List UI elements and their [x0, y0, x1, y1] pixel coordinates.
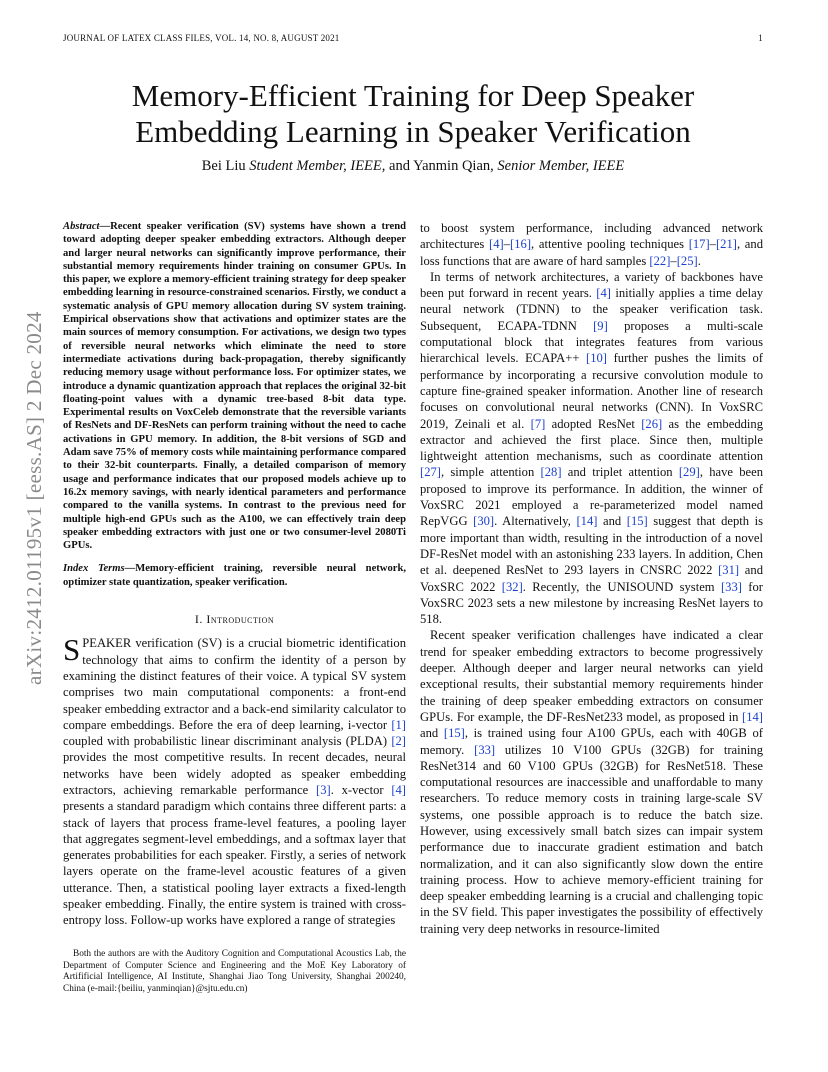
text-run: , and loss functions that are aware of hard samples: [420, 237, 763, 268]
index-terms-text: —Memory-efficient training, reversible neural network, optimizer state quantization, speaker verification.: [63, 563, 406, 588]
page-number: 1: [758, 33, 763, 43]
citation-link[interactable]: [3]: [316, 782, 331, 797]
author-2-name: Yanmin Qian,: [413, 158, 494, 174]
text-run: and: [420, 726, 444, 741]
citation-link[interactable]: [21]: [715, 237, 737, 252]
citation-link[interactable]: [14]: [742, 709, 763, 724]
text-run: , have been proposed to improve its performance. In addition, the winner of VoxSRC 2021 employed a re-parameterized model named RepVGG: [420, 465, 763, 529]
citation-link[interactable]: [2]: [391, 734, 406, 749]
citation-link[interactable]: [22]: [649, 253, 671, 268]
paper-title: Memory-Efficient Training for Deep Speaker Embedding Learning in Speaker Verification: [131, 78, 695, 149]
index-terms: [63, 562, 406, 589]
author-line: [63, 158, 763, 175]
text-run: for VoxSRC 2023 sets a new milestone by increasing ResNet layers to 518.: [420, 579, 763, 627]
text-run: In terms of network architectures, a variety of backbones have been put forward in recent years.: [420, 269, 763, 301]
text-run: –: [709, 237, 716, 252]
citation-link[interactable]: [15]: [626, 514, 648, 529]
citation-link[interactable]: [25]: [676, 253, 698, 268]
citation-link[interactable]: [10]: [586, 351, 607, 366]
citation-link[interactable]: [33]: [720, 579, 742, 594]
text-run: , attentive pooling techniques: [531, 237, 689, 252]
journal-name: JOURNAL OF LATEX CLASS FILES, VOL. 14, NO. 8, AUGUST 2021: [63, 33, 340, 43]
text-run: , simple attention: [440, 465, 541, 480]
text-run: PEAKER verification (SV) is a crucial biometric identification technology that aims to confirm the identity of a person by examining the distinct features of their voice. A typical SV system comprises two main computational components: a front-end speaker embedding extractor and a back-end similarity calculator to compare embeddings. Before the era of deep learning, i-vector: [63, 636, 406, 732]
citation-link[interactable]: [31]: [718, 563, 740, 578]
intro-paragraph-1-continued: [420, 220, 763, 269]
footnote-text: Both the authors are with the Auditory Cognition and Computational Acoustics Lab, the Department of Computer Science and Engineering and the MoE Key Laboratory of Artifificial Intelligence, AI Institute, Shanghai Jiao Tong University, Shanghai 200240, China (e-mail:{beiliu, yanminqian}@sjtu.edu.cn): [63, 949, 406, 994]
abstract: [63, 220, 406, 552]
text-run: –: [503, 237, 511, 252]
text-run: as the embedding extractor and achieved the first place. Since then, multiple lightweight attention mechanisms, such as coordinate attention: [420, 416, 764, 464]
text-run: further pushes the limits of performance by incorporating a recursive convolution module to capture fine-grained speaker information. Another line of research focuses on convolutional neural networks (CNN). In VoxSRC 2019, Zeinali et al.: [420, 351, 763, 431]
citation-link[interactable]: [29]: [678, 465, 700, 480]
citation-link[interactable]: [28]: [540, 465, 562, 480]
citation-link[interactable]: [4]: [489, 237, 504, 252]
citation-link[interactable]: [17]: [688, 237, 710, 252]
text-run: presents a standard paradigm which contains three different parts: a stack of layers that process frame-level features, a pooling layer that aggregates segment-level embeddings, and a softmax layer that generates probabilities for each speaker. Firstly, a series of network layers operate on the frame-level acoustic features of a given utterance. Then, a statistical pooling layer extracts a fixed-length speaker embedding. Finally, the entire system is trained with cross-entropy loss. Follow-up works have explored a range of strategies: [63, 799, 406, 928]
abstract-label: Abstract: [63, 221, 100, 232]
citation-link[interactable]: [32]: [501, 579, 523, 594]
arxiv-stamp: arXiv:2412.01195v1 [eess.AS] 2 Dec 2024: [22, 311, 46, 685]
author-footnote: [63, 949, 406, 995]
text-run: coupled with probabilistic linear discriminant analysis (PLDA): [63, 734, 392, 749]
index-terms-label: Index Terms: [63, 563, 125, 575]
text-run: . Alternatively,: [494, 514, 577, 529]
citation-link[interactable]: [26]: [641, 416, 663, 431]
author-1-name: Bei Liu: [201, 158, 246, 174]
text-run: . Recently, the UNISOUND system: [522, 579, 721, 594]
citation-link[interactable]: [33]: [474, 742, 496, 757]
text-run: provides the most competitive results. In recent decades, neural networks have been widely adopted as speaker embedding extractors, achieving remarkable performance: [63, 750, 406, 797]
citation-link[interactable]: [27]: [420, 465, 441, 480]
intro-paragraph-3: [420, 627, 763, 937]
citation-link[interactable]: [15]: [443, 726, 465, 741]
text-run: and: [597, 514, 627, 529]
text-run: and triplet attention: [561, 465, 679, 480]
right-column-flow: [420, 220, 763, 937]
citation-link[interactable]: [4]: [596, 286, 611, 301]
citation-link[interactable]: [4]: [391, 782, 406, 797]
citation-link[interactable]: [16]: [510, 237, 532, 252]
running-head: [63, 33, 763, 43]
intro-paragraph-2: [420, 269, 763, 628]
text-run: to boost system performance, including advanced network architectures: [420, 221, 763, 252]
text-run: suggest that depth is more important than width, resulting in the introduction of a novel DF-ResNet model with an astonishing 233 layers. In addition, Chen et al. deepened ResNet to 293 layers in CNSRC 2022: [420, 514, 763, 578]
citation-link[interactable]: [14]: [576, 514, 598, 529]
text-run: utilizes 10 V100 GPUs (32GB) for training ResNet314 and 60 V100 GPUs (32GB) for ResNet518. These computational resources are inaccessible and unaffordable to many researchers. To reduce memory costs in training large-scale SV systems, one possible approach is to reduce the batch size. However, using excessively small batch sizes can impair system performance due to inaccurate gradient estimation and batch normalization, and it can also significantly slow down the entire training process. How to achieve memory-efficient training for deep speaker embedding learning is a crucial and challenging topic in the SV field. This paper investigates the possibility of effectively training very deep networks in resource-limited: [420, 742, 763, 936]
drop-cap: S: [63, 632, 81, 668]
citation-link[interactable]: [1]: [391, 717, 406, 732]
left-column: [63, 220, 406, 929]
text-run: initially applies a time delay neural network (TDNN) to the speaker verification task. Subsequent, ECAPA-TDNN: [420, 286, 763, 333]
author-conjunction: and: [389, 158, 410, 174]
text-run: .: [697, 253, 701, 268]
text-run: and VoxSRC 2022: [420, 563, 763, 594]
text-run: –: [670, 253, 677, 268]
author-2-role: Senior Member, IEEE: [497, 158, 625, 174]
abstract-text: —Recent speaker verification (SV) systems have shown a trend toward adopting deeper speaker embedding extractors. Although deeper and larger neural networks can significantly improve performance, their substantial memory requirements hinder training on consumer GPUs. In this paper, we explore a memory-efficient training strategy for deep speaker embedding learning in resource-constrained scenarios. Firstly, we conduct a systematic analysis of GPU memory allocation during SV system training. Empirical observations show that activations and optimizer states are the main sources of memory consumption. For activations, we design two types of reversible neural networks which eliminate the need to store intermediate activations during back-propagation, thereby significantly reducing memory usage without performance loss. For optimizer states, we introduce a dynamic quantization approach that replaces the original 32-bit floating-point values with a dynamic tree-based 8-bit data type. Experimental results on VoxCeleb demonstrate that the reversible variants of ResNets and DF-ResNets can perform training without the need to cache activations in GPU memory. In addition, the 8-bit versions of SGD and Adam save 75% of memory costs while maintaining performance compared to their 32-bit counterparts. Finally, a detailed comparison of memory usage and performance indicates that our proposed models achieve up to 16.2x memory savings, with nearly identical parameters and performance compared to the vanilla systems. In contrast to the previous need for multiple high-end GPUs such as the A100, we can effectively train deep speaker embedding extractors with just one or two consumer-level 2080Ti GPUs.: [63, 221, 406, 552]
text-run: adopted ResNet: [545, 416, 642, 431]
text-run: Recent speaker verification challenges have indicated a clear trend for speaker embedding extractors to become progressively deeper. Although deeper and larger neural networks can yield exceptional results, their substantial memory requirements hinder the training of deep speaker embedding extractors on consumer GPUs. For example, the DF-ResNet233 model, as proposed in: [420, 628, 763, 724]
intro-paragraph-1: [63, 632, 406, 928]
citation-link[interactable]: [9]: [593, 318, 608, 333]
citation-link[interactable]: [7]: [530, 416, 546, 431]
author-1-role: Student Member, IEEE,: [249, 158, 386, 174]
text-run: . x-vector: [330, 782, 392, 797]
text-run: proposes a multi-scale computational block that integrates features from various hierarchical levels. ECAPA++: [420, 318, 763, 366]
text-run: , is trained using four A100 GPUs, each with 40GB of memory.: [420, 726, 763, 757]
section-heading-introduction: I. Introduction: [194, 612, 275, 627]
citation-link[interactable]: [30]: [473, 514, 495, 529]
